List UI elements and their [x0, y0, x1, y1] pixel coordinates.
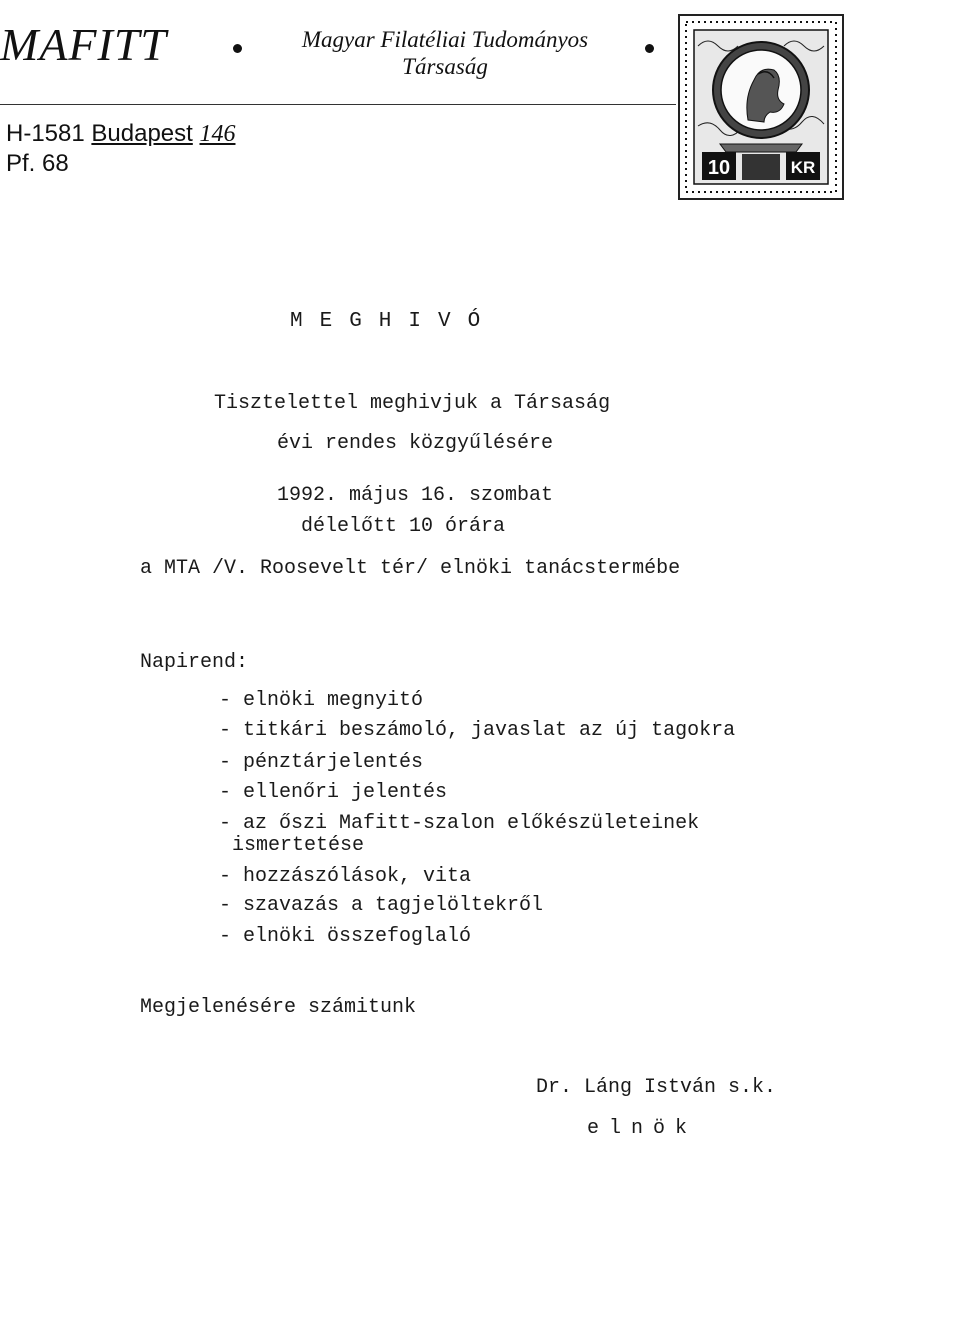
invitation-line2: évi rendes közgyűlésére [277, 432, 554, 455]
document-title: MEGHIVÓ [290, 310, 498, 333]
header-rule [0, 104, 676, 105]
organization-name-line1: Magyar Filatéliai Tudományos [301, 27, 589, 52]
agenda-item: - elnöki megnyitó [219, 689, 424, 712]
postcode: H-1581 [6, 120, 85, 147]
agenda-item: - elnöki összefoglaló [219, 925, 472, 948]
bullet-dot [233, 44, 242, 53]
meeting-venue: a MTA /V. Roosevelt tér/ elnöki tanácstermébe [140, 557, 681, 580]
invitation-line1: Tisztelettel meghivjuk a Társaság [214, 392, 611, 415]
agenda-item: - szavazás a tagjelöltekről [219, 894, 544, 917]
signature-role: elnök [587, 1117, 698, 1140]
city: Budapest [91, 120, 193, 147]
agenda-title: Napirend: [140, 651, 249, 674]
signature-name: Dr. Láng István s.k. [536, 1076, 777, 1099]
po-box: Pf. 68 [6, 150, 69, 177]
agenda-item: - ellenőri jelentés [219, 781, 448, 804]
bullet-dot [645, 44, 654, 53]
agenda-item: - hozzászólások, vita [219, 865, 472, 888]
meeting-date: 1992. május 16. szombat [277, 484, 554, 507]
agenda-item-continuation: ismertetése [232, 834, 365, 857]
organization-name-line2: Társaság [402, 54, 488, 79]
meeting-time: délelőtt 10 órára [301, 515, 506, 538]
stamp-value-right: KR [790, 158, 816, 177]
agenda-item: - pénztárjelentés [219, 751, 424, 774]
stamp-graphic [680, 16, 842, 198]
agenda-item: - az őszi Mafitt-szalon előkészületeinek [219, 812, 700, 835]
stamp-value-left: 10 [707, 157, 731, 179]
logo: MAFITT [0, 19, 167, 70]
closing-line: Megjelenésére számitunk [140, 996, 417, 1019]
district: 146 [199, 121, 236, 147]
postage-stamp-portrait-icon [678, 14, 844, 200]
address-line [6, 120, 235, 148]
organization-name [275, 26, 615, 80]
agenda-item: - titkári beszámoló, javaslat az új tagokra [219, 719, 736, 742]
